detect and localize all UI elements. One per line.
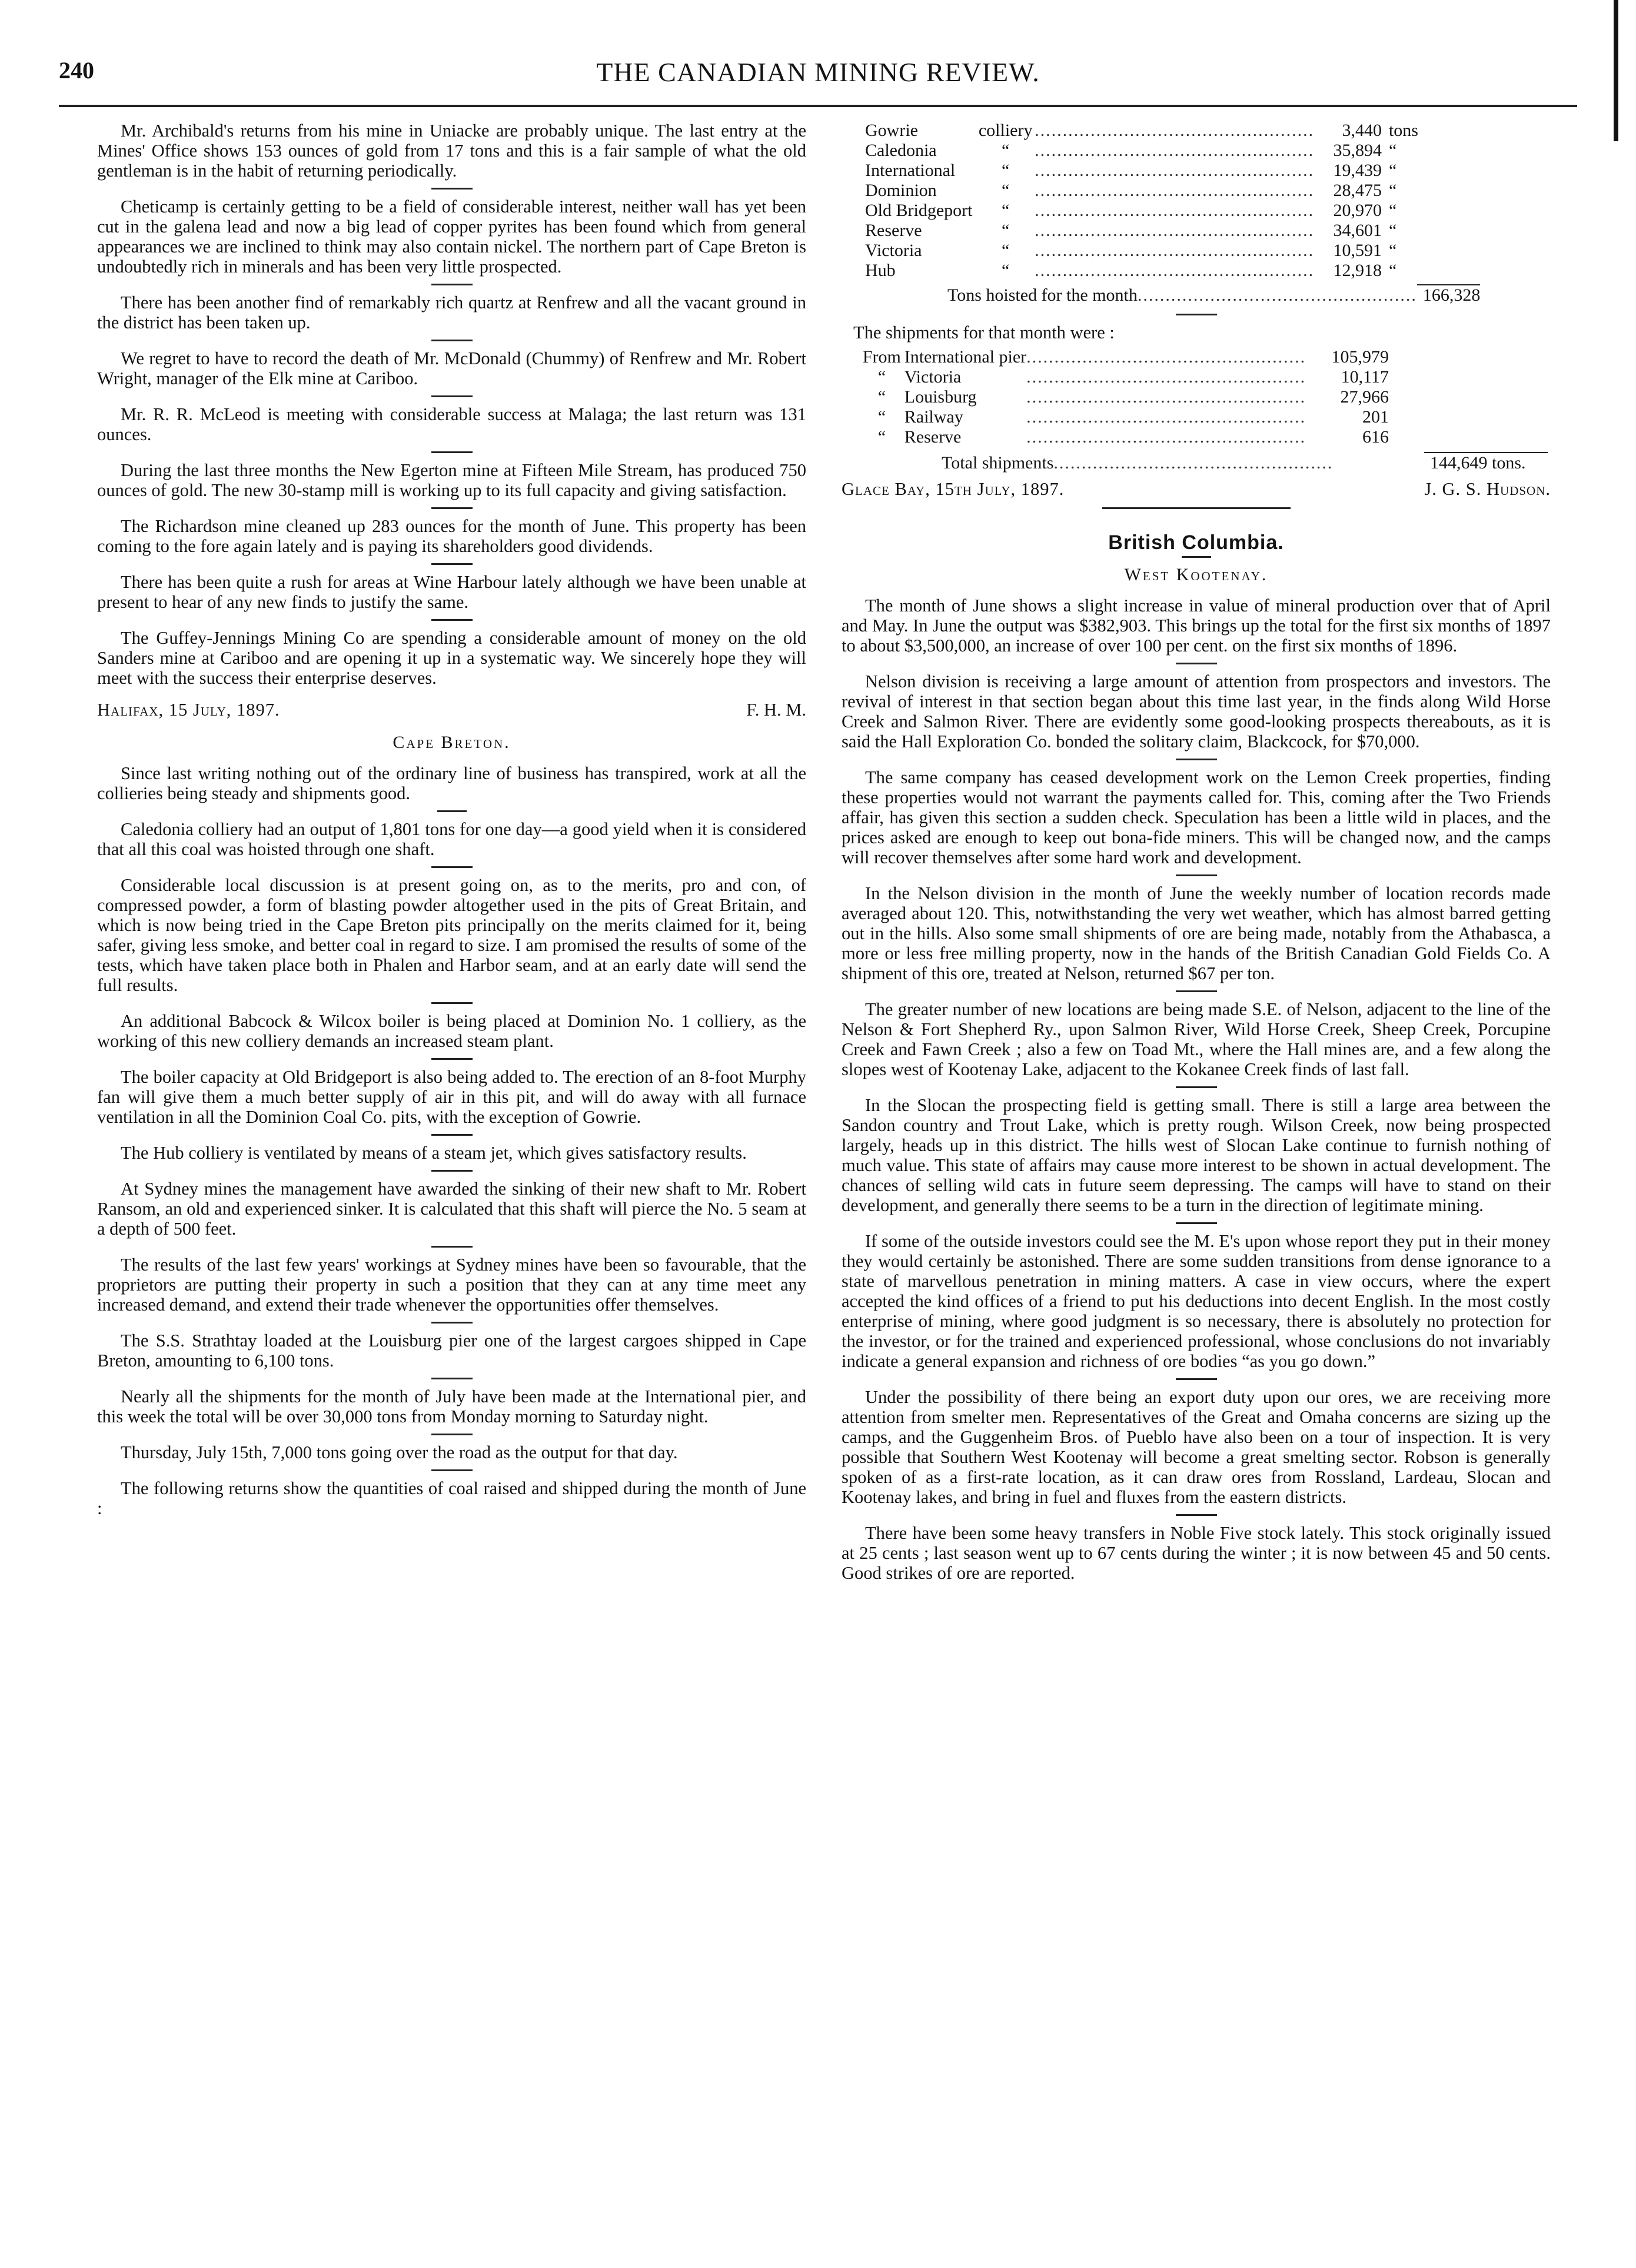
- separator: [1176, 314, 1217, 315]
- paragraph: There have been some heavy transfers in Noble Five stock lately. This stock originally issued at 25 cents ; last season went up to 67 cents during the winter ; it is now between 45 and 50 cents. Good strikes of ore are reported.: [842, 1523, 1551, 1583]
- shipment-origin: Railway: [904, 407, 963, 427]
- shipment-prefix: “: [877, 407, 886, 427]
- hoisted-total-label: Tons hoisted for the month: [947, 285, 1138, 305]
- separator: [1176, 663, 1217, 664]
- separator: [431, 1246, 473, 1248]
- colliery-name: Hub: [865, 261, 896, 280]
- separator: [437, 810, 467, 812]
- separator: [1176, 1514, 1217, 1516]
- shipment-tons: 616: [1362, 427, 1389, 447]
- right-column: [842, 121, 1551, 1598]
- separator: [431, 188, 473, 189]
- shipment-origin: Reserve: [904, 427, 962, 447]
- shipment-row: [859, 387, 1389, 407]
- shipment-origin: Louisburg: [904, 387, 977, 407]
- shipment-prefix: “: [877, 367, 886, 387]
- separator: [431, 451, 473, 453]
- separator: [431, 619, 473, 621]
- paragraph: The results of the last few years' workings at Sydney mines have been so favourable, that the proprietors are putting their property in such a position that they can at any time meet any increased demand, and extend their trade whenever the opportunities offer themselves.: [97, 1255, 806, 1315]
- shipment-prefix: “: [877, 427, 886, 447]
- colliery-row: [865, 221, 1418, 241]
- paragraph: The Richardson mine cleaned up 283 ounces for the month of June. This property has been coming to the fore again lately and is paying its shareholders good dividends.: [97, 516, 806, 556]
- shipments-intro: The shipments for that month were :: [853, 322, 1115, 342]
- subheading-cape-breton: Cape Breton.: [393, 733, 511, 752]
- hoisted-total-value: 166,328: [1417, 285, 1481, 305]
- paragraph: There has been another find of remarkably rich quartz at Renfrew and all the vacant ground in the district has been taken up.: [97, 292, 806, 332]
- paragraph: Caledonia colliery had an output of 1,801 tons for one day—a good yield when it is considered that all this coal was hoisted through one shaft.: [97, 819, 806, 859]
- dot-leader: ..................................................: [1035, 121, 1315, 140]
- colliery-tons: 19,439: [1333, 161, 1382, 180]
- shipment-tons: 27,966: [1340, 387, 1389, 407]
- separator: [431, 1134, 473, 1136]
- dot-leader: ..................................................: [1137, 285, 1417, 305]
- colliery-type: “: [1002, 201, 1010, 220]
- colliery-row: [865, 141, 1418, 161]
- dot-leader: ..................................................: [1026, 387, 1306, 407]
- shipment-tons: 10,117: [1341, 367, 1389, 387]
- signoff-place: Glace Bay, 15th July, 1897.: [842, 479, 1065, 499]
- separator: [431, 1378, 473, 1379]
- paragraph: Mr. R. R. McLeod is meeting with considerable success at Malaga; the last return was 131 ounces.: [97, 404, 806, 444]
- paragraph: Under the possibility of there being an export duty upon our ores, we are receiving more attention from smelter men. Representatives of the Great and Omaha concerns are sizing up the camps, and the Guggenheim Bros. of Pueblo have also been on a tour of inspection. It is very possible that Southern West Kootenay will become a great smelting sector. Robson is generally spoken of as a first-rate location, as it can draw ores from Rossland, Lardeau, Slocan and Kootenay lakes, and bring in fuel and fluxes from the eastern districts.: [842, 1387, 1551, 1507]
- colliery-unit: “: [1388, 261, 1397, 280]
- colliery-name: Gowrie: [865, 121, 918, 140]
- separator: [431, 507, 473, 509]
- colliery-tons: 3,440: [1342, 121, 1382, 140]
- colliery-name: Dominion: [865, 181, 937, 200]
- colliery-name: Caledonia: [865, 141, 937, 160]
- signoff-name: J. G. S. Hudson.: [1424, 479, 1551, 499]
- dot-leader: ..................................................: [1035, 241, 1315, 260]
- page-header: [59, 56, 1577, 98]
- paragraph: Nelson division is receiving a large amount of attention from prospectors and investors. The revival of interest in that section began about this time last year, in the finds along Wild Horse Creek and Salmon River. There are evidently some good-looking prospects thereabouts, as it is said the Hall Exploration Co. bonded the solitary claim, Blackcock, for $70,000.: [842, 671, 1551, 751]
- paragraph: Nearly all the shipments for the month of July have been made at the International pier, and this week the total will be over 30,000 tons from Monday morning to Saturday night.: [97, 1386, 806, 1426]
- shipments-total-value: 144,649 tons.: [1424, 453, 1548, 473]
- paragraph: The same company has ceased development work on the Lemon Creek properties, finding these properties would not warrant the payments called for. This, coming after the Two Friends affair, has given this section a sudden check. Speculation has been a little wild in places, and the prices asked are enough to keep out bona-fide miners. This will be changed now, and the camps will recover themselves after some hard work and development.: [842, 767, 1551, 867]
- shipments-table: [859, 347, 1389, 447]
- signoff-initials: F. H. M.: [746, 700, 806, 720]
- dot-leader: ..................................................: [1035, 141, 1315, 160]
- colliery-type: “: [1002, 261, 1010, 280]
- colliery-type: “: [1002, 221, 1010, 240]
- paragraph: Considerable local discussion is at present going on, as to the merits, pro and con, of compressed powder, a form of blasting powder altogether used in the pits of Great Britain, and which is now being tried in the Cape Breton pits principally on the merits claimed for it, being safer, giving less smoke, and better coal in regard to size. I am promised the results of some of the tests, which have taken place both in Phalen and Harbor seam, and at an early date will send the full results.: [97, 875, 806, 995]
- shipments-total-label: Total shipments: [942, 453, 1054, 473]
- separator: [431, 284, 473, 285]
- shipment-row: [859, 427, 1389, 447]
- colliery-type: “: [1002, 241, 1010, 260]
- colliery-type: colliery: [978, 121, 1033, 140]
- paragraph: The following returns show the quantities of coal raised and shipped during the month of June :: [97, 1478, 806, 1518]
- colliery-type: “: [1002, 141, 1010, 160]
- paragraph: Thursday, July 15th, 7,000 tons going over the road as the output for that day.: [121, 1442, 678, 1462]
- paragraph: There has been quite a rush for areas at Wine Harbour lately although we have been unable at present to hear of any new finds to justify the same.: [97, 572, 806, 612]
- shipment-prefix: “: [877, 387, 886, 407]
- colliery-tons: 20,970: [1333, 201, 1382, 220]
- separator: [1176, 759, 1217, 760]
- separator: [431, 1322, 473, 1323]
- separator: [431, 340, 473, 341]
- colliery-output-table: [865, 121, 1418, 281]
- subheading-west-kootenay: West Kootenay.: [1124, 565, 1268, 584]
- signoff-place: Halifax, 15 July, 1897.: [97, 700, 280, 720]
- colliery-type: “: [1002, 181, 1010, 200]
- paragraph: Since last writing nothing out of the ordinary line of business has transpired, work at all the collieries being steady and shipments good.: [97, 763, 806, 803]
- colliery-unit: tons: [1388, 121, 1418, 140]
- signoff: [97, 700, 806, 720]
- section-heading-british-columbia: British Columbia.: [1108, 531, 1284, 554]
- paragraph: The greater number of new locations are being made S.E. of Nelson, adjacent to the line of the Nelson & Fort Shepherd Ry., upon Salmon River, Wild Horse Creek, Sheep Creek, Porcupine Creek and Fawn Creek ; also a few on Toad Mt., where the Hall mines are, and a few along the slopes west of Kootenay Lake, adjacent to the Kokanee Creek finds of last fall.: [842, 999, 1551, 1079]
- colliery-tons: 10,591: [1333, 241, 1382, 260]
- paragraph: An additional Babcock & Wilcox boiler is being placed at Dominion No. 1 colliery, as the working of this new colliery demands an increased steam plant.: [97, 1011, 806, 1051]
- shipment-origin: Victoria: [904, 367, 962, 387]
- colliery-name: Old Bridgeport: [865, 201, 973, 220]
- left-column: [97, 121, 806, 1534]
- separator: [431, 1170, 473, 1172]
- separator: [431, 1002, 473, 1004]
- header-rule: [59, 105, 1577, 107]
- colliery-tons: 34,601: [1333, 221, 1382, 240]
- dot-leader: ..................................................: [1035, 261, 1315, 280]
- separator: [1102, 507, 1291, 509]
- colliery-row: [865, 241, 1418, 261]
- shipment-row: [859, 347, 1389, 367]
- colliery-row: [865, 201, 1418, 221]
- separator: [1182, 556, 1211, 558]
- colliery-unit: “: [1388, 241, 1397, 260]
- shipment-tons: 105,979: [1331, 347, 1389, 367]
- dot-leader: ..................................................: [1026, 367, 1306, 387]
- separator: [431, 1058, 473, 1060]
- colliery-row: [865, 121, 1418, 141]
- separator: [1176, 1086, 1217, 1088]
- separator: [1176, 874, 1217, 876]
- shipment-prefix: From: [862, 347, 901, 367]
- paragraph: In the Slocan the prospecting field is getting small. There is still a large area between the Sandon country and Trout Lake, which is pretty rough. Wilson Creek, now being prospected largely, heads up in this district. The hills west of Slocan Lake continue to furnish nothing of much value. This state of affairs may cause more interest to be shown in actual development. The chances of selling wild cats in future seem depressing. The camps will have to stand on their development, and generally there seems to be a turn in the direction of legitimate mining.: [842, 1095, 1551, 1215]
- colliery-tons: 35,894: [1333, 141, 1382, 160]
- colliery-name: Victoria: [865, 241, 922, 260]
- shipments-total: [942, 452, 1548, 473]
- shipment-row: [859, 367, 1389, 387]
- dot-leader: ..................................................: [1035, 181, 1315, 200]
- hoisted-total: [947, 284, 1480, 305]
- paragraph: In the Nelson division in the month of June the weekly number of location records made averaged about 120. This, notwithstanding the very wet weather, which has almost barred getting out in the hills. Also some small shipments of ore are being made, notably from the Athabasca, a more or less free milling property, now in the hands of the British Canadian Gold Fields Co. A shipment of this ore, treated at Nelson, returned $67 per ton.: [842, 883, 1551, 983]
- separator: [431, 866, 473, 868]
- separator: [1176, 990, 1217, 992]
- paragraph: Cheticamp is certainly getting to be a field of considerable interest, neither wall has yet been cut in the galena lead and now a big lead of copper pyrites has been found which from general appearances we are inclined to think may also contain nickel. The northern part of Cape Breton is undoubtedly rich in minerals and has been very little prospected.: [97, 197, 806, 277]
- colliery-unit: “: [1388, 141, 1397, 160]
- colliery-tons: 12,918: [1333, 261, 1382, 280]
- colliery-name: International: [865, 161, 956, 180]
- colliery-unit: “: [1388, 161, 1397, 180]
- colliery-unit: “: [1388, 181, 1397, 200]
- separator: [431, 563, 473, 565]
- dot-leader: ..................................................: [1035, 201, 1315, 220]
- paragraph: Mr. Archibald's returns from his mine in Uniacke are probably unique. The last entry at the Mines' Office shows 153 ounces of gold from 17 tons and this is a fair sample of what the old gentleman is in the habit of returning periodically.: [97, 121, 806, 181]
- paragraph: The S.S. Strathtay loaded at the Louisburg pier one of the largest cargoes shipped in Cape Breton, amounting to 6,100 tons.: [97, 1331, 806, 1371]
- separator: [431, 395, 473, 397]
- paragraph: The boiler capacity at Old Bridgeport is also being added to. The erection of an 8-foot Murphy fan will give them a much better supply of air in this pit, and will do away with all furnace ventilation in all the Dominion Coal Co. pits, with the exception of Gowrie.: [97, 1067, 806, 1127]
- paragraph: If some of the outside investors could see the M. E's upon whose report they put in their money they would certainly be astonished. There are some sudden transitions from dense ignorance to a state of marvellous penetration in mining matters. A case in view occurs, where the expert accepted the kind offices of a friend to put his deductions into decent English. In the most costly enterprise of mining, where good judgment is so necessary, there is absolutely no protection for the investor, or for the trained and experienced professional, whose conclusions do not invariably indicate a general expansion and richness of ore bodies “as you go down.”: [842, 1231, 1551, 1371]
- shipment-origin: International pier: [904, 347, 1027, 367]
- shipment-row: [859, 407, 1389, 427]
- separator: [1176, 1222, 1217, 1224]
- separator: [1176, 1378, 1217, 1380]
- colliery-row: [865, 161, 1418, 181]
- journal-title: THE CANADIAN MINING REVIEW.: [596, 57, 1040, 87]
- colliery-type: “: [1002, 161, 1010, 180]
- colliery-row: [865, 181, 1418, 201]
- dot-leader: ..................................................: [1026, 407, 1306, 427]
- colliery-row: [865, 261, 1418, 281]
- colliery-tons: 28,475: [1333, 181, 1382, 200]
- page-number: 240: [59, 57, 94, 84]
- shipment-tons: 201: [1362, 407, 1389, 427]
- paragraph: The month of June shows a slight increase in value of mineral production over that of April and May. In June the output was $382,903. This brings up the total for the first six months of 1897 to about $3,500,000, an increase of over 100 per cent. on the first six months of 1896.: [842, 596, 1551, 656]
- dot-leader: ..................................................: [1035, 221, 1315, 240]
- paragraph: The Hub colliery is ventilated by means of a steam jet, which gives satisfactory results.: [121, 1143, 747, 1163]
- separator: [431, 1469, 473, 1471]
- paragraph: The Guffey-Jennings Mining Co are spending a considerable amount of money on the old Sanders mine at Cariboo and are opening it up in a systematic way. We sincerely hope they will meet with the success their enterprise deserves.: [97, 628, 806, 688]
- colliery-unit: “: [1388, 221, 1397, 240]
- dot-leader: ..................................................: [1053, 453, 1334, 473]
- dot-leader: ..................................................: [1035, 161, 1315, 180]
- paragraph: During the last three months the New Egerton mine at Fifteen Mile Stream, has produced 750 ounces of gold. The new 30-stamp mill is working up to its full capacity and giving satisfaction.: [97, 460, 806, 500]
- dot-leader: ..................................................: [1026, 347, 1306, 367]
- separator: [431, 1434, 473, 1435]
- dot-leader: ..................................................: [1026, 427, 1306, 447]
- scan-edge-mark: [1614, 0, 1618, 141]
- paragraph: We regret to have to record the death of Mr. McDonald (Chummy) of Renfrew and Mr. Robert Wright, manager of the Elk mine at Cariboo.: [97, 348, 806, 388]
- paragraph: At Sydney mines the management have awarded the sinking of their new shaft to Mr. Robert Ransom, an old and experienced sinker. It is calculated that this shaft will pierce the No. 5 seam at a depth of 500 feet.: [97, 1179, 806, 1239]
- signoff: [842, 479, 1551, 499]
- colliery-unit: “: [1388, 201, 1397, 220]
- colliery-name: Reserve: [865, 221, 922, 240]
